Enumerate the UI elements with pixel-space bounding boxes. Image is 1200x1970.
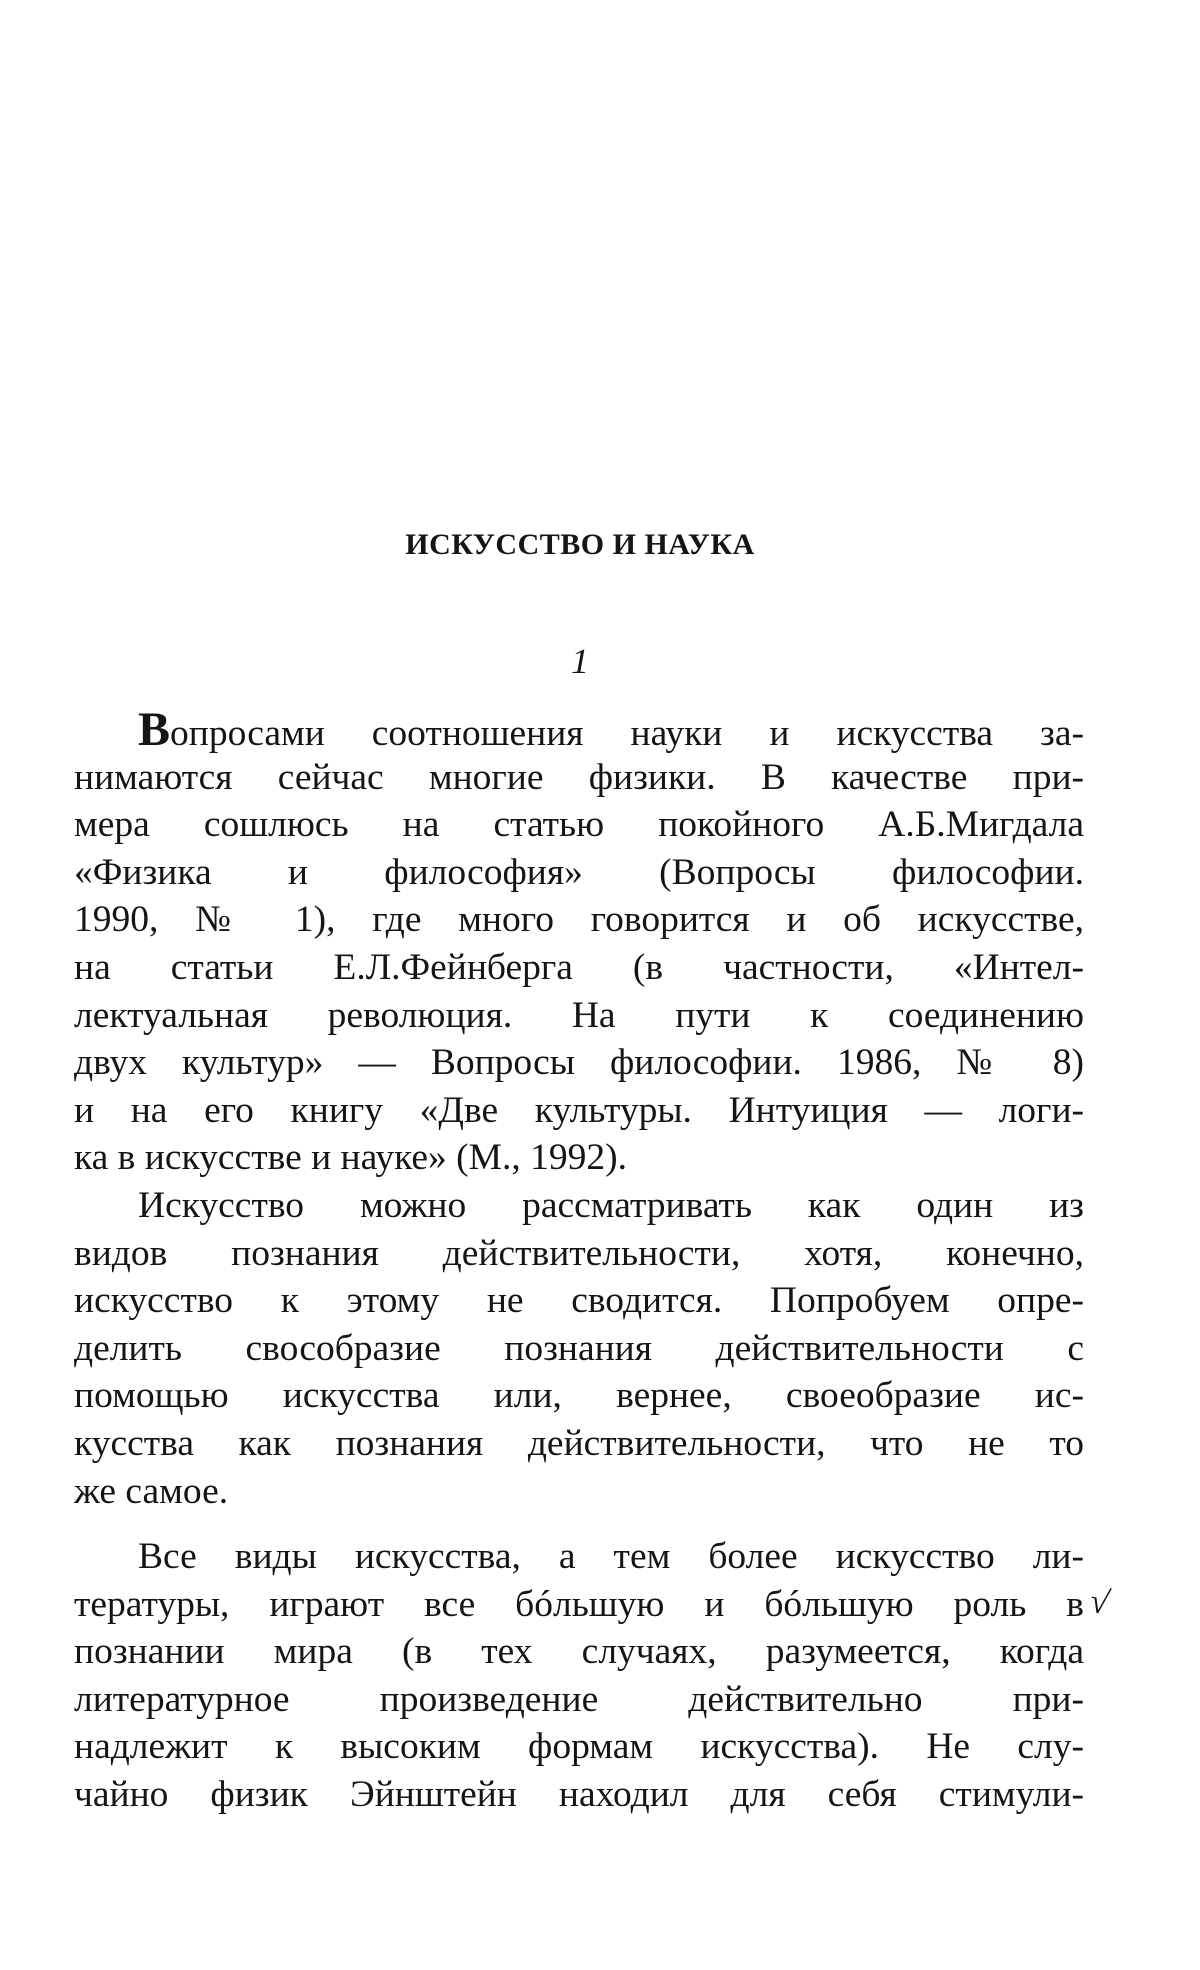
paragraph-line: чайно физик Эйнштейн находил для себя стимули- xyxy=(74,1774,1084,1816)
paragraph-line: литературное произведение действительно при- xyxy=(74,1678,1084,1720)
paragraph-line: «Физика и философия» (Вопросы философии. xyxy=(74,851,1084,893)
paragraph-line: Все виды искусства, а тем более искусство ли- xyxy=(138,1536,1084,1578)
paragraph-line xyxy=(74,703,1084,756)
paragraph-line: нимаются сейчас многие физики. В качестве при- xyxy=(74,756,1084,798)
line-text: опросами соотношения науки и искусства за- xyxy=(170,713,1084,754)
paragraph-line: познании мира (в тех случаях, разумеется, когда xyxy=(74,1631,1084,1673)
paragraph-line: лектуальная революция. На пути к соединению xyxy=(74,994,1084,1036)
paragraph-line: Искусство можно рассматривать как один из xyxy=(138,1184,1084,1226)
drop-cap: В xyxy=(138,703,171,756)
paragraph-line: делить свособразие познания действительности с xyxy=(74,1327,1084,1369)
paragraph-line: и на его книгу «Две культуры. Интуиция — логи- xyxy=(74,1089,1084,1131)
section-number: 1 xyxy=(571,641,589,681)
paragraph-line: тературы, играют все бóльшую и бóльшую роль в xyxy=(74,1583,1084,1625)
paragraph-line: помощью искусства или, вернее, своеобразие ис- xyxy=(74,1375,1084,1417)
chapter-title: ИСКУССТВО И НАУКА xyxy=(405,528,755,561)
paragraph-3 xyxy=(74,1533,1084,1819)
margin-checkmark-icon: √ xyxy=(1086,1582,1113,1623)
paragraph-gap xyxy=(74,1515,1084,1533)
paragraph-line: ка в искусстве и науке» (М., 1992). xyxy=(74,1137,627,1179)
paragraph-line: кусства как познания действительности, что не то xyxy=(74,1422,1084,1464)
paragraph-2 xyxy=(74,1182,1084,1515)
paragraph-line: надлежит к высоким формам искусства). Не слу- xyxy=(74,1726,1084,1768)
paragraph-line: на статьи Е.Л.Фейнберга (в частности, «Интел- xyxy=(74,946,1084,988)
paragraph-1 xyxy=(74,703,1084,1182)
paragraph-line: искусство к этому не сводится. Попробуем опре- xyxy=(74,1280,1084,1322)
paragraph-line: двух культур» — Вопросы философии. 1986, № 8) xyxy=(74,1042,1084,1084)
paragraph-line: мера сошлюсь на статью покойного А.Б.Мигдала xyxy=(74,804,1084,846)
paragraph-line: видов познания действительности, хотя, конечно, xyxy=(74,1232,1084,1274)
paragraph-line: 1990, № 1), где много говорится и об искусстве, xyxy=(74,899,1084,941)
paragraph-line: же самое. xyxy=(74,1470,229,1512)
body-text xyxy=(74,703,1084,1819)
